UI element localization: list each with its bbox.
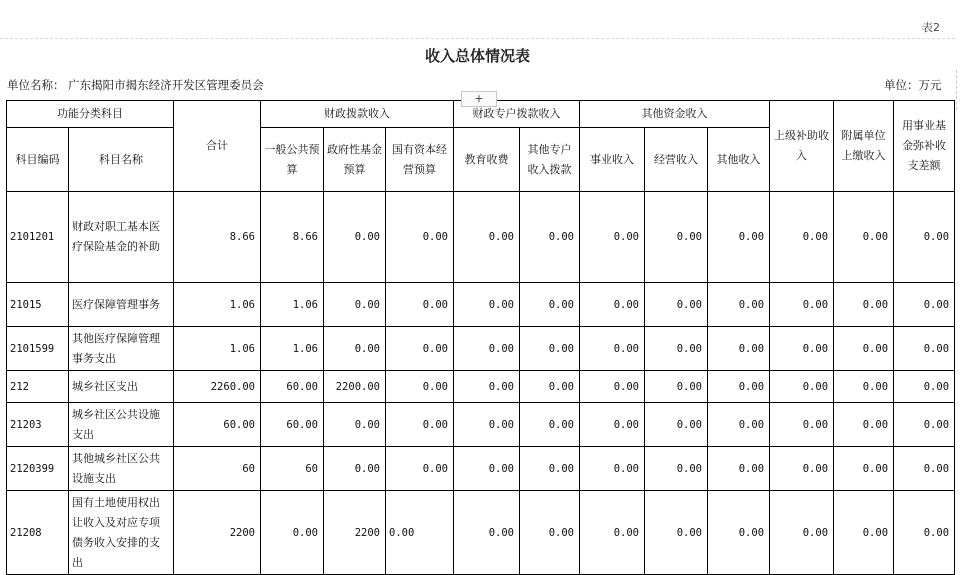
header-general-budget: 一般公共预算 xyxy=(261,128,324,192)
value-cell: 0.00 xyxy=(386,371,454,403)
subject-name-cell: 城乡社区公共设施支出 xyxy=(69,403,174,447)
value-cell: 0.00 xyxy=(834,327,894,371)
header-fiscal-allocation: 财政拨款收入 xyxy=(261,101,454,128)
value-cell: 0.00 xyxy=(645,283,708,327)
value-cell: 0.00 xyxy=(894,403,955,447)
value-cell: 0.00 xyxy=(894,371,955,403)
value-cell: 0.00 xyxy=(454,447,520,491)
value-cell: 8.66 xyxy=(261,192,324,283)
value-cell: 0.00 xyxy=(520,192,580,283)
value-cell: 60 xyxy=(261,447,324,491)
value-cell: 0.00 xyxy=(580,371,645,403)
value-cell: 0.00 xyxy=(454,283,520,327)
value-cell: 0.00 xyxy=(708,192,770,283)
subject-name-cell: 国有土地使用权出让收入及对应专项债务收入安排的支出 xyxy=(69,491,174,575)
value-cell: 0.00 xyxy=(454,491,520,575)
header-fiscal-special: 财政专户拨款收入 xyxy=(454,101,580,128)
income-summary-table xyxy=(6,100,955,575)
subject-code-cell: 21203 xyxy=(7,403,69,447)
value-cell: 60 xyxy=(174,447,261,491)
subject-name-cell: 财政对职工基本医疗保险基金的补助 xyxy=(69,192,174,283)
value-cell: 0.00 xyxy=(520,327,580,371)
value-cell: 0.00 xyxy=(580,447,645,491)
value-cell: 0.00 xyxy=(645,491,708,575)
value-cell: 0.00 xyxy=(894,447,955,491)
value-cell: 0.00 xyxy=(770,447,834,491)
value-cell: 2200.00 xyxy=(324,371,386,403)
top-divider xyxy=(0,38,955,39)
value-cell: 0.00 xyxy=(894,192,955,283)
value-cell: 0.00 xyxy=(770,192,834,283)
value-cell: 0.00 xyxy=(520,447,580,491)
subject-code-cell: 2120399 xyxy=(7,447,69,491)
value-cell: 0.00 xyxy=(324,403,386,447)
column-resize-guide xyxy=(956,70,957,110)
value-cell: 0.00 xyxy=(324,192,386,283)
value-cell: 0.00 xyxy=(386,491,454,575)
subject-code-cell: 212 xyxy=(7,371,69,403)
header-affiliated-unit: 附属单位上缴收入 xyxy=(834,101,894,192)
header-education-fee: 教育收费 xyxy=(454,128,520,192)
value-cell: 0.00 xyxy=(520,371,580,403)
value-cell: 0.00 xyxy=(708,283,770,327)
value-cell: 0.00 xyxy=(324,447,386,491)
header-subject-code: 科目编码 xyxy=(7,128,69,192)
header-business-income: 事业收入 xyxy=(580,128,645,192)
value-cell: 0.00 xyxy=(580,327,645,371)
unit-name: 单位名称： 广东揭阳市揭东经济开发区管理委员会 xyxy=(7,78,264,92)
value-cell: 0.00 xyxy=(834,371,894,403)
header-other-special: 其他专户收入拨款 xyxy=(520,128,580,192)
value-cell: 8.66 xyxy=(174,192,261,283)
value-cell: 2200 xyxy=(174,491,261,575)
value-cell: 0.00 xyxy=(520,403,580,447)
table-row xyxy=(7,447,955,491)
value-cell: 0.00 xyxy=(770,403,834,447)
value-cell: 0.00 xyxy=(580,491,645,575)
value-cell: 0.00 xyxy=(834,447,894,491)
value-cell: 60.00 xyxy=(261,403,324,447)
subject-code-cell: 2101599 xyxy=(7,327,69,371)
value-cell: 0.00 xyxy=(770,491,834,575)
value-cell: 0.00 xyxy=(894,491,955,575)
value-cell: 0.00 xyxy=(834,283,894,327)
header-fund-balance: 用事业基金弥补收支差额 xyxy=(894,101,955,192)
table-row xyxy=(7,403,955,447)
subject-name-cell: 其他医疗保障管理事务支出 xyxy=(69,327,174,371)
value-cell: 0.00 xyxy=(324,283,386,327)
value-cell: 2260.00 xyxy=(174,371,261,403)
value-cell: 0.00 xyxy=(645,403,708,447)
page-number: 表2 xyxy=(922,21,940,34)
value-cell: 2200 xyxy=(324,491,386,575)
table-row xyxy=(7,491,955,575)
value-cell: 0.00 xyxy=(834,192,894,283)
value-cell: 0.00 xyxy=(770,371,834,403)
value-cell: 0.00 xyxy=(261,491,324,575)
header-other-funds: 其他资金收入 xyxy=(580,101,770,128)
value-cell: 0.00 xyxy=(454,371,520,403)
value-cell: 0.00 xyxy=(894,283,955,327)
value-cell: 0.00 xyxy=(708,447,770,491)
header-func-subject: 功能分类科目 xyxy=(7,101,174,128)
value-cell: 1.06 xyxy=(261,327,324,371)
value-cell: 0.00 xyxy=(645,192,708,283)
header-state-capital-budget: 国有资本经营预算 xyxy=(386,128,454,192)
value-cell: 0.00 xyxy=(580,283,645,327)
value-cell: 0.00 xyxy=(645,447,708,491)
value-cell: 0.00 xyxy=(386,447,454,491)
value-cell: 0.00 xyxy=(386,403,454,447)
unit-label: 单位：万元 xyxy=(884,78,942,92)
value-cell: 0.00 xyxy=(770,283,834,327)
subject-name-cell: 城乡社区支出 xyxy=(69,371,174,403)
subject-code-cell: 21015 xyxy=(7,283,69,327)
value-cell: 1.06 xyxy=(261,283,324,327)
table-row xyxy=(7,327,955,371)
value-cell: 0.00 xyxy=(708,491,770,575)
value-cell: 0.00 xyxy=(520,283,580,327)
header-other-income: 其他收入 xyxy=(708,128,770,192)
header-total: 合计 xyxy=(174,101,261,192)
value-cell: 0.00 xyxy=(454,192,520,283)
value-cell: 0.00 xyxy=(834,491,894,575)
value-cell: 0.00 xyxy=(386,192,454,283)
value-cell: 0.00 xyxy=(580,403,645,447)
subject-code-cell: 2101201 xyxy=(7,192,69,283)
value-cell: 0.00 xyxy=(324,327,386,371)
table-row xyxy=(7,192,955,283)
value-cell: 0.00 xyxy=(645,371,708,403)
value-cell: 0.00 xyxy=(520,491,580,575)
value-cell: 0.00 xyxy=(708,371,770,403)
page-title: 收入总体情况表 xyxy=(424,47,530,65)
value-cell: 0.00 xyxy=(386,283,454,327)
value-cell: 1.06 xyxy=(174,327,261,371)
value-cell: 0.00 xyxy=(580,192,645,283)
value-cell: 0.00 xyxy=(386,327,454,371)
header-subject-name: 科目名称 xyxy=(69,128,174,192)
subject-code-cell: 21208 xyxy=(7,491,69,575)
value-cell: 0.00 xyxy=(454,327,520,371)
header-higher-subsidy: 上级补助收入 xyxy=(770,101,834,192)
value-cell: 0.00 xyxy=(894,327,955,371)
table-move-handle[interactable] xyxy=(461,91,497,107)
subject-name-cell: 医疗保障管理事务 xyxy=(69,283,174,327)
table-row xyxy=(7,283,955,327)
value-cell: 0.00 xyxy=(770,327,834,371)
header-operating-income: 经营收入 xyxy=(645,128,708,192)
plus-icon: + xyxy=(474,92,484,105)
value-cell: 0.00 xyxy=(708,403,770,447)
value-cell: 0.00 xyxy=(708,327,770,371)
value-cell: 60.00 xyxy=(174,403,261,447)
value-cell: 1.06 xyxy=(174,283,261,327)
table-row xyxy=(7,371,955,403)
value-cell: 0.00 xyxy=(454,403,520,447)
value-cell: 0.00 xyxy=(645,327,708,371)
value-cell: 0.00 xyxy=(834,403,894,447)
header-gov-fund-budget: 政府性基金预算 xyxy=(324,128,386,192)
value-cell: 60.00 xyxy=(261,371,324,403)
subject-name-cell: 其他城乡社区公共设施支出 xyxy=(69,447,174,491)
